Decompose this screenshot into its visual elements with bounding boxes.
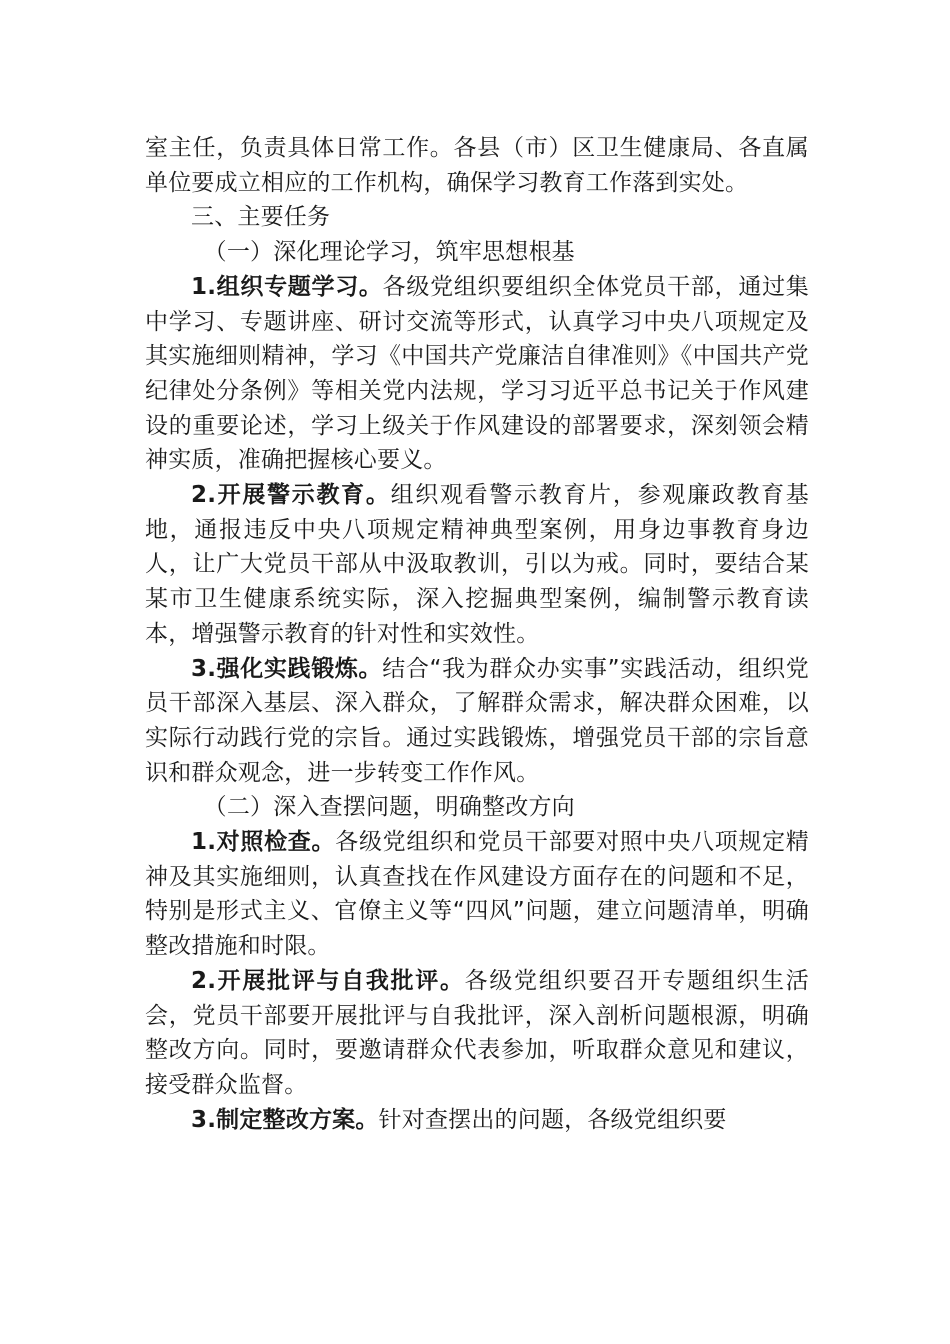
item-body: 各级党组织要召开专题组织生活会，党员干部要开展批评与自我批评，深入剖析问题根源，明确整改方向。同时，要邀请群众代表参加，听取群众意见和建议，接受群众监督。	[145, 967, 809, 1098]
subsection-2-title: （二）深入查摆问题，明确整改方向	[203, 794, 575, 821]
item-lead: 1.对照检查。	[191, 829, 336, 856]
item-body: 组织观看警示教育片，参观廉政教育基地，通报违反中央八项规定精神典型案例，用身边事教育身边人，让广大党员干部从中汲取教训，引以为戒。同时，要结合某某市卫生健康系统实际，深入挖掘典型案例，编制警示教育读本，增强警示教育的针对性和实效性。	[145, 482, 809, 647]
subsection-2-item-3	[145, 1103, 809, 1138]
item-body: 各级党组织要组织全体党员干部，通过集中学习、专题讲座、研讨交流等形式，认真学习中央八项规定及其实施细则精神，学习《中国共产党廉洁自律准则》《中国共产党纪律处分条例》等相关党内法规，学习习近平总书记关于作风建设的重要论述，学习上级关于作风建设的部署要求，深刻领会精神实质，准确把握核心要义。	[145, 273, 809, 474]
document-body	[145, 131, 809, 1137]
item-lead: 3.制定整改方案。	[191, 1106, 379, 1133]
item-lead: 2.开展批评与自我批评。	[191, 967, 465, 994]
subsection-1-item-1	[145, 270, 809, 478]
intro-paragraph: 室主任，负责具体日常工作。各县（市）区卫生健康局、各直属单位要成立相应的工作机构，确保学习教育工作落到实处。	[145, 135, 809, 196]
item-body: 针对查摆出的问题，各级党组织要	[378, 1106, 727, 1133]
subsection-1-item-3	[145, 652, 809, 791]
item-body: 结合“我为群众办实事”实践活动，组织党员干部深入基层、深入群众，了解群众需求，解决群众困难，以实际行动践行党的宗旨。通过实践锻炼，增强党员干部的宗旨意识和群众观念，进一步转变工作作风。	[145, 655, 809, 786]
section-heading: 三、主要任务	[191, 204, 331, 231]
subsection-1-item-2	[145, 478, 809, 652]
item-body: 各级党组织和党员干部要对照中央八项规定精神及其实施细则，认真查找在作风建设方面存在的问题和不足，特别是形式主义、官僚主义等“四风”问题，建立问题清单，明确整改措施和时限。	[145, 829, 809, 960]
item-lead: 1.组织专题学习。	[191, 273, 383, 300]
subsection-1-title: （一）深化理论学习，筑牢思想根基	[203, 239, 575, 266]
item-lead: 2.开展警示教育。	[191, 482, 391, 509]
subsection-2-item-1	[145, 825, 809, 964]
item-lead: 3.强化实践锻炼。	[191, 655, 383, 682]
subsection-2-item-2	[145, 964, 809, 1103]
